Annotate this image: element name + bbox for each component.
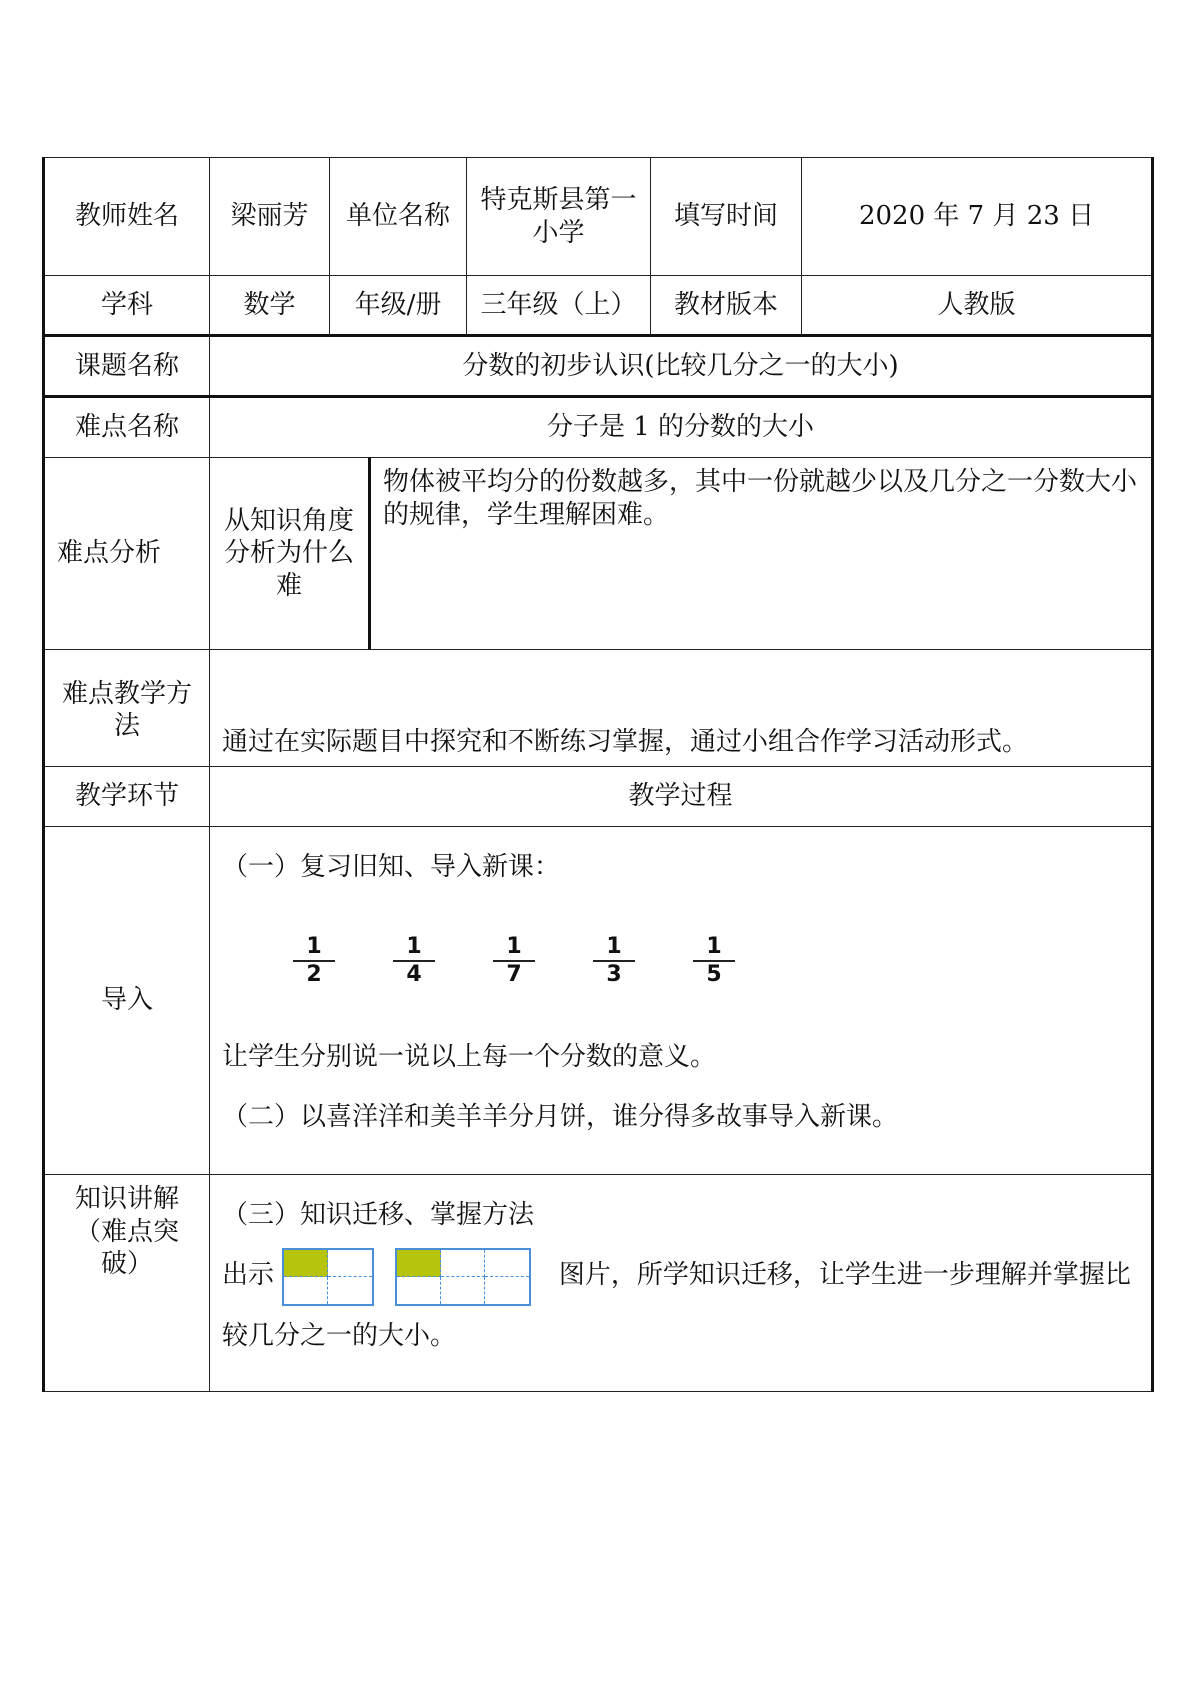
knowledge-label: [44, 1175, 210, 1392]
analysis-sub-label-line3: 难: [275, 570, 302, 601]
grade-value: 三年级（上）: [467, 276, 651, 336]
lesson-plan-table: [42, 157, 1154, 1392]
method-label: [44, 650, 210, 767]
figure-cell: [485, 1250, 529, 1277]
intro-line2: 让学生分别说一说以上每一个分数的意义。: [222, 1042, 717, 1072]
knowledge-label-line1: 知识讲解: [74, 1184, 179, 1214]
teacher-label: 教师姓名: [44, 158, 210, 276]
fraction-numerator: 1: [706, 934, 722, 959]
knowledge-line-last: 较几分之一的大小。: [222, 1321, 457, 1351]
method-label-line2: 法: [113, 711, 140, 741]
knowledge-show-prefix: 出示: [222, 1260, 275, 1290]
process-header-row: [44, 767, 1153, 827]
fraction-numerator: 1: [406, 934, 422, 959]
fraction-item: [564, 935, 664, 987]
fraction-list: [264, 935, 1139, 987]
date-label: 填写时间: [651, 158, 802, 276]
figure-cell: [397, 1250, 441, 1277]
fraction-item: [364, 935, 464, 987]
figure-cell: [328, 1250, 372, 1277]
analysis-sub-label-line2: 分析为什么: [223, 538, 354, 569]
info-row: [44, 276, 1153, 336]
figure-cell: [284, 1277, 328, 1304]
unit-value-line1: 特克斯县第一: [480, 185, 637, 215]
header-row: [44, 158, 1153, 276]
intro-label: 导入: [44, 827, 210, 1175]
figure-cell: [328, 1277, 372, 1304]
fraction-denominator: 7: [506, 962, 522, 987]
topic-label: 课题名称: [44, 336, 210, 397]
grade-label: 年级/册: [330, 276, 467, 336]
fraction-item: [664, 935, 764, 987]
knowledge-label-line3: 破）: [100, 1249, 153, 1279]
intro-step2: （二）以喜洋洋和美羊羊分月饼，谁分得多故事导入新课。: [222, 1102, 899, 1132]
fraction-denominator: 5: [706, 962, 722, 987]
difficulty-value: 分子是 1 的分数的大小: [210, 397, 1153, 458]
subject-value: 数学: [210, 276, 330, 336]
teacher-value: 梁丽芳: [210, 158, 330, 276]
unit-value-line2: 小学: [532, 217, 585, 248]
fraction-numerator: 1: [506, 934, 522, 959]
figure-cell: [397, 1277, 441, 1304]
textbook-label: 教材版本: [651, 276, 802, 336]
knowledge-show-suffix: 图片，所学知识迁移，让学生进一步理解并掌握比: [558, 1260, 1131, 1290]
analysis-text: 物体被平均分的份数越多，其中一份就越少以及几分之一分数大小的规律，学生理解困难。: [370, 458, 1153, 650]
difficulty-label: 难点名称: [44, 397, 210, 458]
intro-row: [44, 827, 1153, 1175]
knowledge-step3: （三）知识迁移、掌握方法: [222, 1200, 535, 1230]
unit-label: 单位名称: [330, 158, 467, 276]
knowledge-row: [44, 1175, 1153, 1392]
knowledge-label-line2: （难点突: [74, 1216, 179, 1247]
analysis-sub-label: [210, 458, 370, 650]
figure-cell: [485, 1277, 529, 1304]
figure-cell: [441, 1277, 485, 1304]
intro-step1: （一）复习旧知、导入新课：: [222, 852, 561, 882]
fraction-figures: [282, 1246, 542, 1306]
method-row: [44, 650, 1153, 767]
fraction-denominator: 2: [306, 962, 322, 987]
fraction-item: [464, 935, 564, 987]
subject-label: 学科: [44, 276, 210, 336]
topic-row: [44, 336, 1153, 397]
difficulty-row: [44, 397, 1153, 458]
fraction-denominator: 3: [606, 962, 622, 987]
figure-cell: [441, 1250, 485, 1277]
analysis-label: 难点分析: [44, 458, 210, 650]
fraction-item: [264, 935, 364, 987]
method-label-line1: 难点教学方: [61, 678, 192, 709]
figure-cell: [284, 1250, 328, 1277]
fraction-denominator: 4: [406, 962, 422, 987]
unit-value: [467, 158, 651, 276]
process-label: 教学过程: [210, 767, 1153, 827]
analysis-sub-label-line1: 从知识角度: [223, 505, 354, 536]
stage-label: 教学环节: [44, 767, 210, 827]
textbook-value: 人教版: [802, 276, 1153, 336]
fraction-numerator: 1: [306, 934, 322, 959]
fraction-figure-thirds: [395, 1248, 531, 1306]
fraction-figure-halves: [282, 1248, 374, 1306]
method-text: 通过在实际题目中探究和不断练习掌握，通过小组合作学习活动形式。: [210, 650, 1153, 767]
knowledge-show-line: [222, 1245, 1141, 1306]
intro-content: [210, 827, 1153, 1175]
analysis-row: [44, 458, 1153, 650]
knowledge-content: [210, 1175, 1153, 1392]
date-value: 2020 年 7 月 23 日: [802, 158, 1153, 276]
fraction-numerator: 1: [606, 934, 622, 959]
topic-value: 分数的初步认识(比较几分之一的大小): [210, 336, 1153, 397]
